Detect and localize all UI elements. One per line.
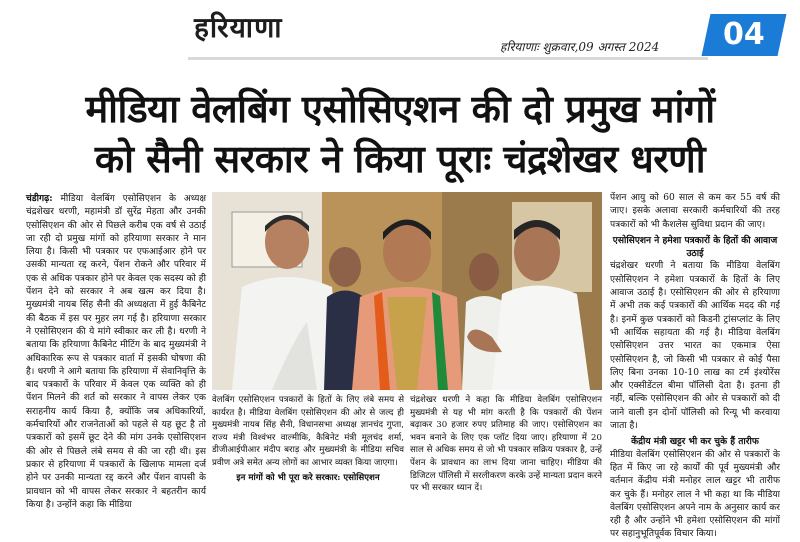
dateline-place: चंडीगढ़: — [26, 193, 53, 204]
headline-line-2: को सैनी सरकार ने किया पूराः चंद्रशेखर धरणी — [94, 137, 706, 181]
caption-text-a: वेलबिंग एसोसिएशन पत्रकारों के हितों के लिए लंबे समय से कार्यरत है। मीडिया वेलबिंग एसोसिएशन की ओर से जल्द ही मुख्यमंत्री नायब सिंह सैनी, विधानसभा अध्यक्ष ज्ञानचंद गुप्ता, राज्य मंत्री विश्वंभर वाल्मीकि, कैबिनेट मंत्री मूलचंद शर्मा, डीजीआईपीआर मंदीप बराड़ और मुख्यमंत्री के मीडिया सचिव प्रवीण अत्रे समेत अन्य लोगों का आभार व्यक्त किया जाएगा। — [212, 395, 404, 468]
article-column-left — [26, 192, 206, 510]
caption-column-b — [410, 394, 602, 508]
headline-line-1: मीडिया वेलबिंग एसोसिएशन की दो प्रमुख मांगों — [85, 87, 715, 131]
page-number-badge — [702, 14, 787, 56]
header-rule — [188, 57, 708, 60]
issue-dateline: हरियाणाः शुक्रवार,09 अगस्त 2024 — [500, 40, 660, 54]
right-text-1: पेंशन आयु को 60 साल से कम कर 55 वर्ष की जाए। इसके अलावा सरकारी कर्मचारियों की तरह पत्रकारों को भी कैशलेस सुविधा प्रदान की जाए। — [610, 193, 780, 230]
right-text-3: मीडिया वेलबिंग एसोसिएशन की ओर से पत्रकारों के हित में किए जा रहे कार्यों की पूर्व मुख्यमंत्री और वर्तमान केंद्रीय मंत्री मनोहर लाल खट्टर भी तारीफ कर चुके हैं। मनोहर लाल ने भी कहा था कि मीडिया वेलबिंग एसोसिएशन अपने नाम के अनुसार कार्य कर रही है और उन्होंने भी हमेशा एसोसिएशन की मांगों पर सहानुभूतिपूर्वक विचार किया। — [610, 449, 780, 540]
right-text-2: चंद्रशेखर धरणी ने बताया कि मीडिया वेलबिंग एसोसिएशन ने हमेशा पत्रकारों के हितों के लिए आवाज उठाई है। एसोसिएशन की ओर से हरियाणा में अभी तक कई पत्रकारों की आर्थिक मदद की गई है। इनमें कुछ पत्रकारों को किडनी ट्रांसप्लांट के लिए भी आर्थिक सहायता की गई है। मीडिया वेलबिंग एसोसिएशन उत्तर भारत का एकमात्र ऐसा एसोसिएशन है, जो किसी भी पत्रकार से कोई पैसा लिए बिना उनका 10-10 लाख का टर्म इंश्योरेंस और एक्सीडेंटल बीमा पॉलिसी देता है। इतना ही नहीं, बल्कि एसोसिएशन की ओर से पत्रकारों को दी जाने वाली इन दोनों पॉलिसी को रिन्यू भी करवाया जाता है। — [610, 261, 780, 432]
article-text-left: मीडिया वेलबिंग एसोसिएशन के अध्यक्ष चंद्रशेखर धरणी, महामंत्री डॉ सुरेंद्र मेहता और उनकी एसोसिएशन की ओर से पिछले करीब एक वर्ष से उठाई जा रही दो प्रमुख मांगों को हरियाणा सरकार ने मान लिया है। किसी भी पत्रकार पर एफआईआर होने पर उसकी मान्यता रद्द करने, पेंशन रोकने और परिवार में एक से अधिक पत्रकार होने पर केवल एक सदस्य को ही पेंशन देने को सरकार ने अब खत्म कर दिया है। मुख्यमंत्री नायब सिंह सैनी की अध्यक्षता में हुई कैबिनेट की बैठक में इस पर मुहर लग गई है। हरियाणा सरकार ने एसोसिएशन की ये मांगे स्वीकार कर ली है। धरणी ने बताया कि हरियाणा कैबिनेट मीटिंग के बाद मुख्यमंत्री ने अधिकारिक रूप से पत्रकार वार्ता में इसकी घोषणा की है। धरणी ने आगे बताया कि हरियाणा में सेवानिवृत्ति के बाद पत्रकारों के परिवार में केवल एक व्यक्ति को ही पेंशन मिलने की शर्त को सरकार ने वापस लेकर एक सराहनीय कार्य किया है, क्योंकि जब अधिकारियों, कर्मचारियों और राजनेताओं को पहले से यह छूट है तो पत्रकारों को इसमें छूट देने की मांग उनके एसोसिएशन की ओर से पिछले लंबे समय से की जा रही थी। इस प्रकार से हरियाणा में पत्रकारों के खिलाफ मामला दर्ज होने पर उनकी मान्यता रद्द करने और पेंशन वापसी के प्रावधान को भी वापस लेकर सरकार ने बहतरीन कार्य किया है। उन्होंने कहा कि मीडिया — [26, 194, 206, 510]
subheading-demands: इन मांगों को भी पूरा करे सरकार: एसोसिएशन — [236, 472, 380, 483]
section-title: हरियाणा — [194, 11, 283, 44]
news-photo — [212, 192, 602, 390]
subheading-association-voice: एसोसिएशन ने हमेशा पत्रकारों के हितों की आवाज उठाई — [612, 234, 778, 260]
caption-column-a — [212, 394, 404, 508]
caption-text-b: चंद्रशेखर धरणी ने कहा कि मीडिया वेलबिंग एसोसिएशन मुख्यमंत्री से यह भी मांग करती है कि पत्रकारों की पेंशन बढ़ाकर 30 हजार रुपए प्रतिमाह की जाए। एसोसिएशन का भवन बनाने के लिए एक प्लॉट दिया जाए। हरियाणा में 20 साल से अधिक समय से जो भी पत्रकार सक्रिय पत्रकार है, उन्हें पेंशन के प्रावधान का लाभ दिया जाना चाहिए। मीडिया की डिजिटल पॉलिसी में सरलीकरण करके उन्हें मान्यता प्रदान करने पर भी सरकार ध्यान दें। — [410, 395, 602, 494]
article-column-right — [610, 192, 780, 540]
photo-illustration — [212, 192, 602, 390]
subheading-khattar-praise: केंद्रीय मंत्री खट्टर भी कर चुके हैं तारीफ — [631, 436, 759, 448]
page-number: 04 — [723, 17, 765, 52]
